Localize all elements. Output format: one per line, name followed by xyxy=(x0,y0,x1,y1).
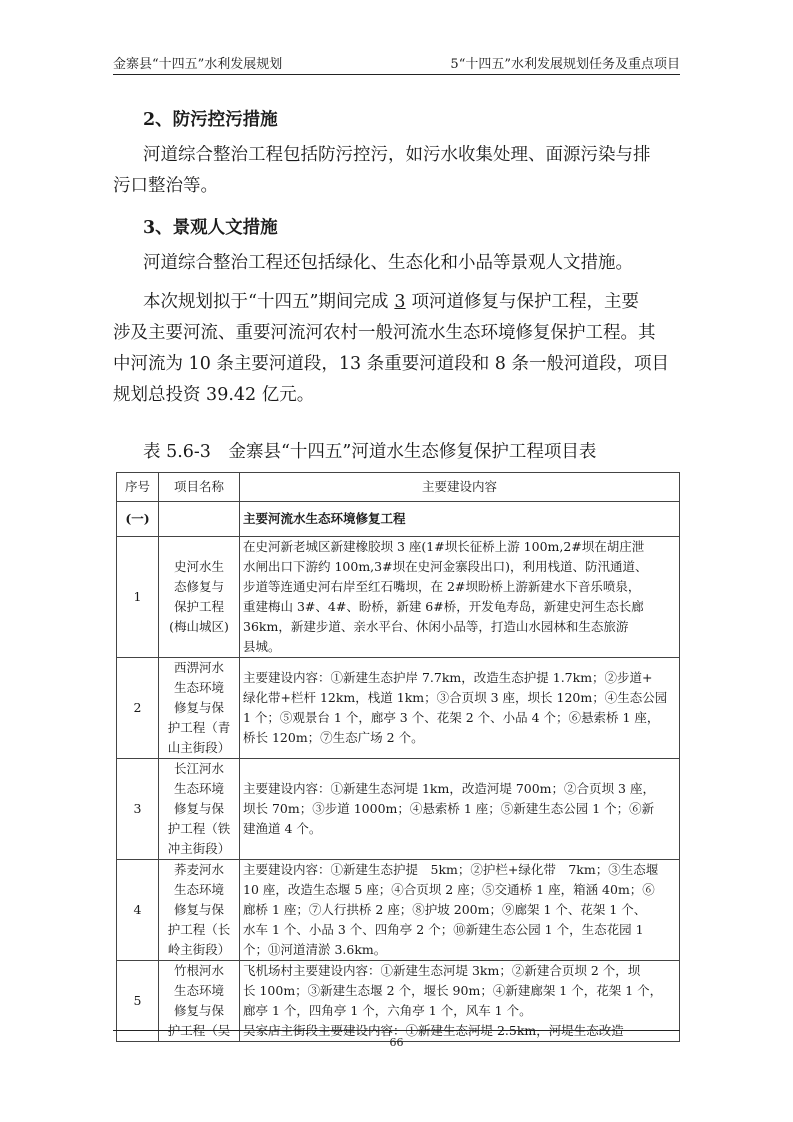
table-row xyxy=(117,537,680,658)
header-no: 序号 xyxy=(117,473,159,502)
section-3-heading: 3、景观人文措施 xyxy=(143,218,278,238)
header-content: 主要建设内容 xyxy=(240,473,680,502)
section-blank xyxy=(159,502,240,537)
content-line: 建渔道 4 个。 xyxy=(243,821,322,836)
section-3-paragraph-2-line-1 xyxy=(113,287,685,318)
project-name-line: 生态环境 xyxy=(173,680,224,695)
table-row xyxy=(117,658,680,759)
construction-content-cell xyxy=(240,860,680,961)
section-3-paragraph-2-line-2: 涉及主要河流、重要河流河农村一般河流水生态环境修复保护工程。其 xyxy=(113,323,656,343)
project-name-cell xyxy=(159,759,240,860)
section-2-line-2: 污口整治等。 xyxy=(113,176,218,196)
table-row xyxy=(117,860,680,961)
project-name-line: 护工程（吴 xyxy=(167,1023,231,1038)
project-name-line: 保护工程 xyxy=(173,599,224,614)
content-line: 主要建设内容：①新建生态护岸 7.7km，改造生态护提 1.7km；②步道+ xyxy=(243,670,653,685)
project-name-cell xyxy=(159,537,240,658)
project-name-line: 修复与保 xyxy=(173,700,224,715)
project-name-cell xyxy=(159,860,240,961)
content-line: 36km，新建步道、亲水平台、休闲小品等，打造山水园林和生态旅游 xyxy=(243,619,629,634)
project-name-line: 护工程（青 xyxy=(167,720,231,735)
content-line: 重建梅山 3#、4#、盼桥，新建 6#桥，开发龟寿岛，新建史河生态长廊 xyxy=(243,599,644,614)
content-line: 绿化带+栏杆 12km，栈道 1km；③合页坝 3 座，坝长 120m；④生态公园 xyxy=(243,690,668,705)
project-name-line: 生态环境 xyxy=(173,781,224,796)
project-name-cell xyxy=(159,658,240,759)
content-line: 桥长 120m；⑦生态广场 2 个。 xyxy=(243,730,424,745)
page-number: 66 xyxy=(389,1036,404,1049)
project-name-line: 长江河水 xyxy=(173,761,224,776)
section-3-paragraph-1: 河道综合整治工程还包括绿化、生态化和小品等景观人文措施。 xyxy=(143,253,633,273)
section-title: 主要河流水生态环境修复工程 xyxy=(240,502,680,537)
table-row xyxy=(117,759,680,860)
project-name-line: 山主街段） xyxy=(167,740,231,755)
row-number: 4 xyxy=(117,860,159,961)
project-name-line: 生态环境 xyxy=(173,983,224,998)
project-name-line: 荞麦河水 xyxy=(173,862,224,877)
project-name-line: 史河水生 xyxy=(173,559,224,574)
table-section-row xyxy=(117,502,680,537)
content-line: 坝长 70m；③步道 1000m；④悬索桥 1 座；⑤新建生态公园 1 个；⑥新 xyxy=(243,801,655,816)
table-header-row xyxy=(117,473,680,502)
content-line: 在史河新老城区新建橡胶坝 3 座(1#坝长征桥上游 100m,2#坝在胡庄泄 xyxy=(243,539,645,554)
project-name-line: 修复与保 xyxy=(173,902,224,917)
content-line: 水车 1 个、小品 3 个、四角亭 2 个；⑩新建生态公园 1 个，生态花园 1 xyxy=(243,922,644,937)
content-line: 主要建设内容：①新建生态护提 5km；②护栏+绿化带 7km；③生态堰 xyxy=(243,862,659,877)
plan-intro-text-2: 项河道修复与保护工程，主要 xyxy=(411,292,640,312)
section-3-paragraph-2-line-4: 规划总投资 39.42 亿元。 xyxy=(113,385,315,405)
row-number: 3 xyxy=(117,759,159,860)
project-table xyxy=(116,472,680,1042)
content-line: 个；⑪河道清淤 3.6km。 xyxy=(243,942,387,957)
project-name-line: 生态环境 xyxy=(173,882,224,897)
project-name-line: 护工程（铁 xyxy=(167,821,231,836)
content-line: 廊亭 1 个，四角亭 1 个，六角亭 1 个，风车 1 个。 xyxy=(243,1003,532,1018)
construction-content-cell xyxy=(240,759,680,860)
project-name-line: 修复与保 xyxy=(173,801,224,816)
header-left-title: 金寨县“十四五”水利发展规划 xyxy=(113,57,283,72)
plan-intro-text: 本次规划拟于“十四五”期间完成 xyxy=(143,292,389,312)
section-2-line-1: 河道综合整治工程包括防污控污，如污水收集处理、面源污染与排 xyxy=(143,145,651,165)
content-line: 水闸出口下游约 100m,3#坝在史河金寨段出口)，利用栈道、防汛通道、 xyxy=(243,559,648,574)
table-caption: 表 5.6-3 金寨县“十四五”河道水生态修复保护工程项目表 xyxy=(143,442,597,462)
project-name-line: 护工程（长 xyxy=(167,922,231,937)
content-line: 1 个；⑤观景台 1 个，廊亭 3 个、花架 2 个、小品 4 个；⑥悬索桥 1 座， xyxy=(243,710,660,725)
header-rule xyxy=(113,74,680,75)
content-line: 10 座，改造生态堰 5 座；④合页坝 2 座；⑤交通桥 1 座，箱涵 40m；⑥ xyxy=(243,882,655,897)
content-line: 步道等连通史河右岸至红石嘴坝，在 2#坝盼桥上游新建水下音乐喷泉， xyxy=(243,579,641,594)
section-no: (一) xyxy=(117,502,159,537)
project-name-line: (梅山城区) xyxy=(169,619,229,634)
project-name-line: 岭主街段） xyxy=(167,942,231,957)
row-number: 2 xyxy=(117,658,159,759)
content-line: 廊桥 1 座；⑦人行拱桥 2 座；⑧护坡 200m；⑨廊架 1 个、花架 1 个、 xyxy=(243,902,647,917)
content-line: 长 100m；③新建生态堰 2 个，堰长 90m；④新建廊架 1 个，花架 1 个， xyxy=(243,983,663,998)
content-line: 主要建设内容：①新建生态河堤 1km，改造河堤 700m；②合页坝 3 座， xyxy=(243,781,655,796)
project-name-line: 态修复与 xyxy=(173,579,224,594)
project-name-line: 西淠河水 xyxy=(173,660,224,675)
row-number: 5 xyxy=(117,961,159,1042)
section-2-heading: 2、防污控污措施 xyxy=(143,110,278,130)
project-name-line: 冲主街段） xyxy=(167,841,231,856)
footer-rule xyxy=(113,1030,680,1031)
section-3-paragraph-2-line-3: 中河流为 10 条主要河道段，13 条重要河道段和 8 条一般河道段，项目 xyxy=(113,354,669,374)
page-header xyxy=(113,46,680,72)
project-count: 3 xyxy=(394,292,406,312)
header-project-name: 项目名称 xyxy=(159,473,240,502)
construction-content-cell xyxy=(240,658,680,759)
content-line: 吴家店主街段主要建设内容：①新建生态河堤 2.5km，河堤生态改造 xyxy=(243,1023,624,1038)
project-name-line: 竹根河水 xyxy=(173,963,224,978)
construction-content-cell xyxy=(240,537,680,658)
content-line: 飞机场村主要建设内容：①新建生态河堤 3km；②新建合页坝 2 个，坝 xyxy=(243,963,641,978)
project-name-line: 修复与保 xyxy=(173,1003,224,1018)
header-right-title: 5“十四五”水利发展规划任务及重点项目 xyxy=(450,57,680,72)
content-line: 县城。 xyxy=(243,639,281,654)
row-number: 1 xyxy=(117,537,159,658)
